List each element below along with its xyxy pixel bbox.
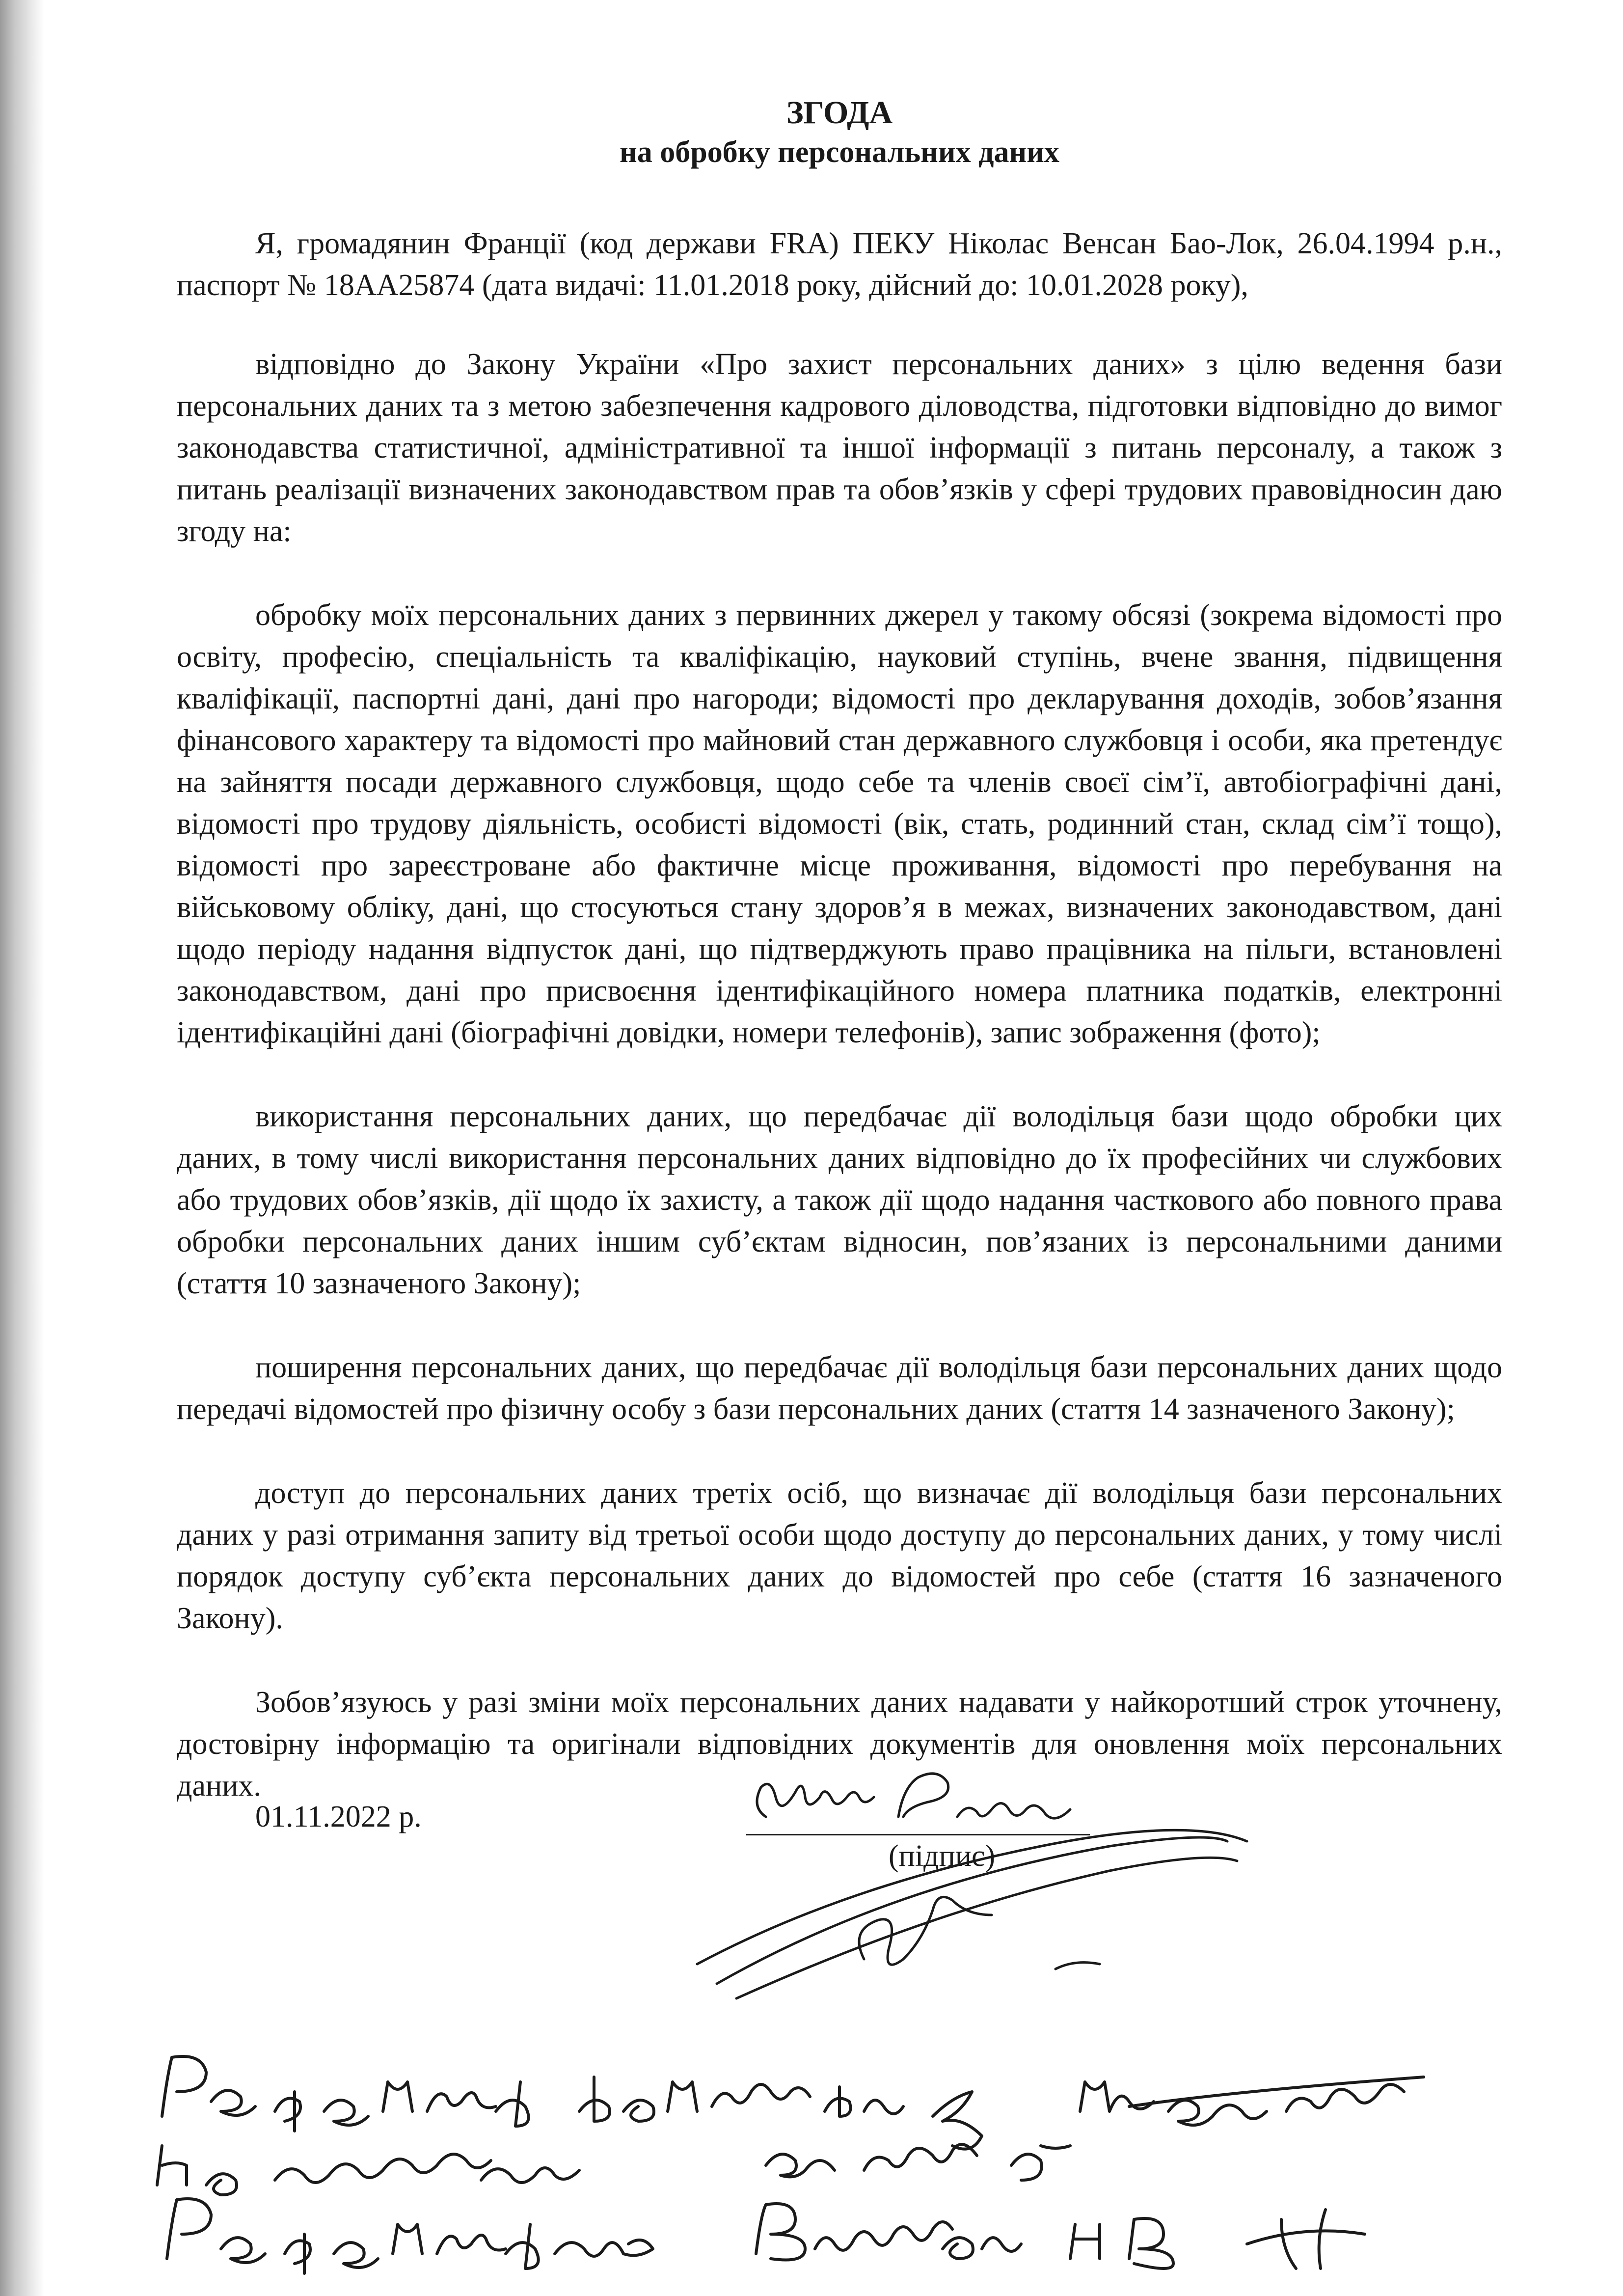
document-subtitle: на обробку персональних даних xyxy=(620,136,1059,169)
translator-note-handwriting xyxy=(157,2056,1424,2273)
document-title: ЗГОДА xyxy=(786,95,893,131)
paragraph-distribution: поширення персональних даних, що передбачає дії володільця бази персональних даних щодо передачі відомостей про фізичну особу з бази персональних даних (стаття 14 зазначеного Закону); xyxy=(177,1351,1502,1426)
paragraph-usage: використання персональних даних, що передбачає дії володільця бази щодо обробки цих даних, в тому числі використання персональних даних відповідно до їх професійних чи службових або трудових обов’язків, дії щодо їх захисту, а також дії щодо надання часткового або повного права обробки персональних даних іншим суб’єктам відносин, пов’язаних із персональними даними (стаття 10 зазначеного Закону); xyxy=(177,1100,1502,1300)
signature-line xyxy=(746,1834,1090,1835)
document-date: 01.11.2022 р. xyxy=(255,1800,422,1833)
signature-label: (підпис) xyxy=(889,1839,996,1873)
paragraph-applicant: Я, громадянин Франції (код держави FRA) ПЕКУ Ніколас Венсан Бао-Лок, 26.04.1994 р.н., паспорт № 18АА25874 (дата видачі: 11.01.2018 року, дійсний до: 10.01.2028 року), xyxy=(177,227,1502,302)
scan-shadow-edge xyxy=(0,0,44,2296)
paragraph-obligation: Зобов’язуюсь у разі зміни моїх персональних даних надавати у найкоротший строк уточнену, достовірну інформацію та оригінали відповідних документів для оновлення моїх персональних даних. xyxy=(177,1686,1502,1803)
document-body xyxy=(177,93,1502,1849)
paragraph-third-party-access: доступ до персональних даних третіх осіб, що визначає дії володільця бази персональних даних у разі отримання запиту від третьої особи щодо доступу до персональних даних, у тому числі порядок доступу суб’єкта персональних даних до відомостей про себе (стаття 16 зазначеного Закону). xyxy=(177,1476,1502,1635)
paragraph-legal-basis: відповідно до Закону України «Про захист персональних даних» з цілю ведення бази персональних даних та з метою забезпечення кадрового діловодства, підготовки відповідно до вимог законодавства статистичної, адміністративної та іншої інформації з питань персоналу, а також з питань реалізації визначених законодавством прав та обов’язків у сфері трудових правовідносин даю згоду на: xyxy=(177,348,1502,548)
paragraph-processing: обробку моїх персональних даних з первинних джерел у такому обсязі (зокрема відомості про освіту, професію, спеціальність та кваліфікацію, науковий ступінь, вчене звання, підвищення кваліфікації, паспортні дані, дані про нагороди; відомості про декларування доходів, зобов’язання фінансового характеру та відомості про майновий стан державного службовця і особи, яка претендує на зайняття посади державного службовця, щодо себе та членів своєї сім’ї, автобіографічні дані, відомості про трудову діяльність, особисті відомості (вік, стать, родинний стан, склад сім’ї тощо), відомості про зареєстроване або фактичне місце проживання, відомості про перебування на військовому обліку, дані, що стосуються стану здоров’я в межах, визначених законодавством, дані щодо періоду надання відпусток дані, що підтверджують право працівника на пільги, встановлені законодавством, дані про присвоєння ідентифікаційного номера платника податків, електронні ідентифікаційні дані (біографічні довідки, номери телефонів), запис зображення (фото); xyxy=(177,599,1502,1049)
